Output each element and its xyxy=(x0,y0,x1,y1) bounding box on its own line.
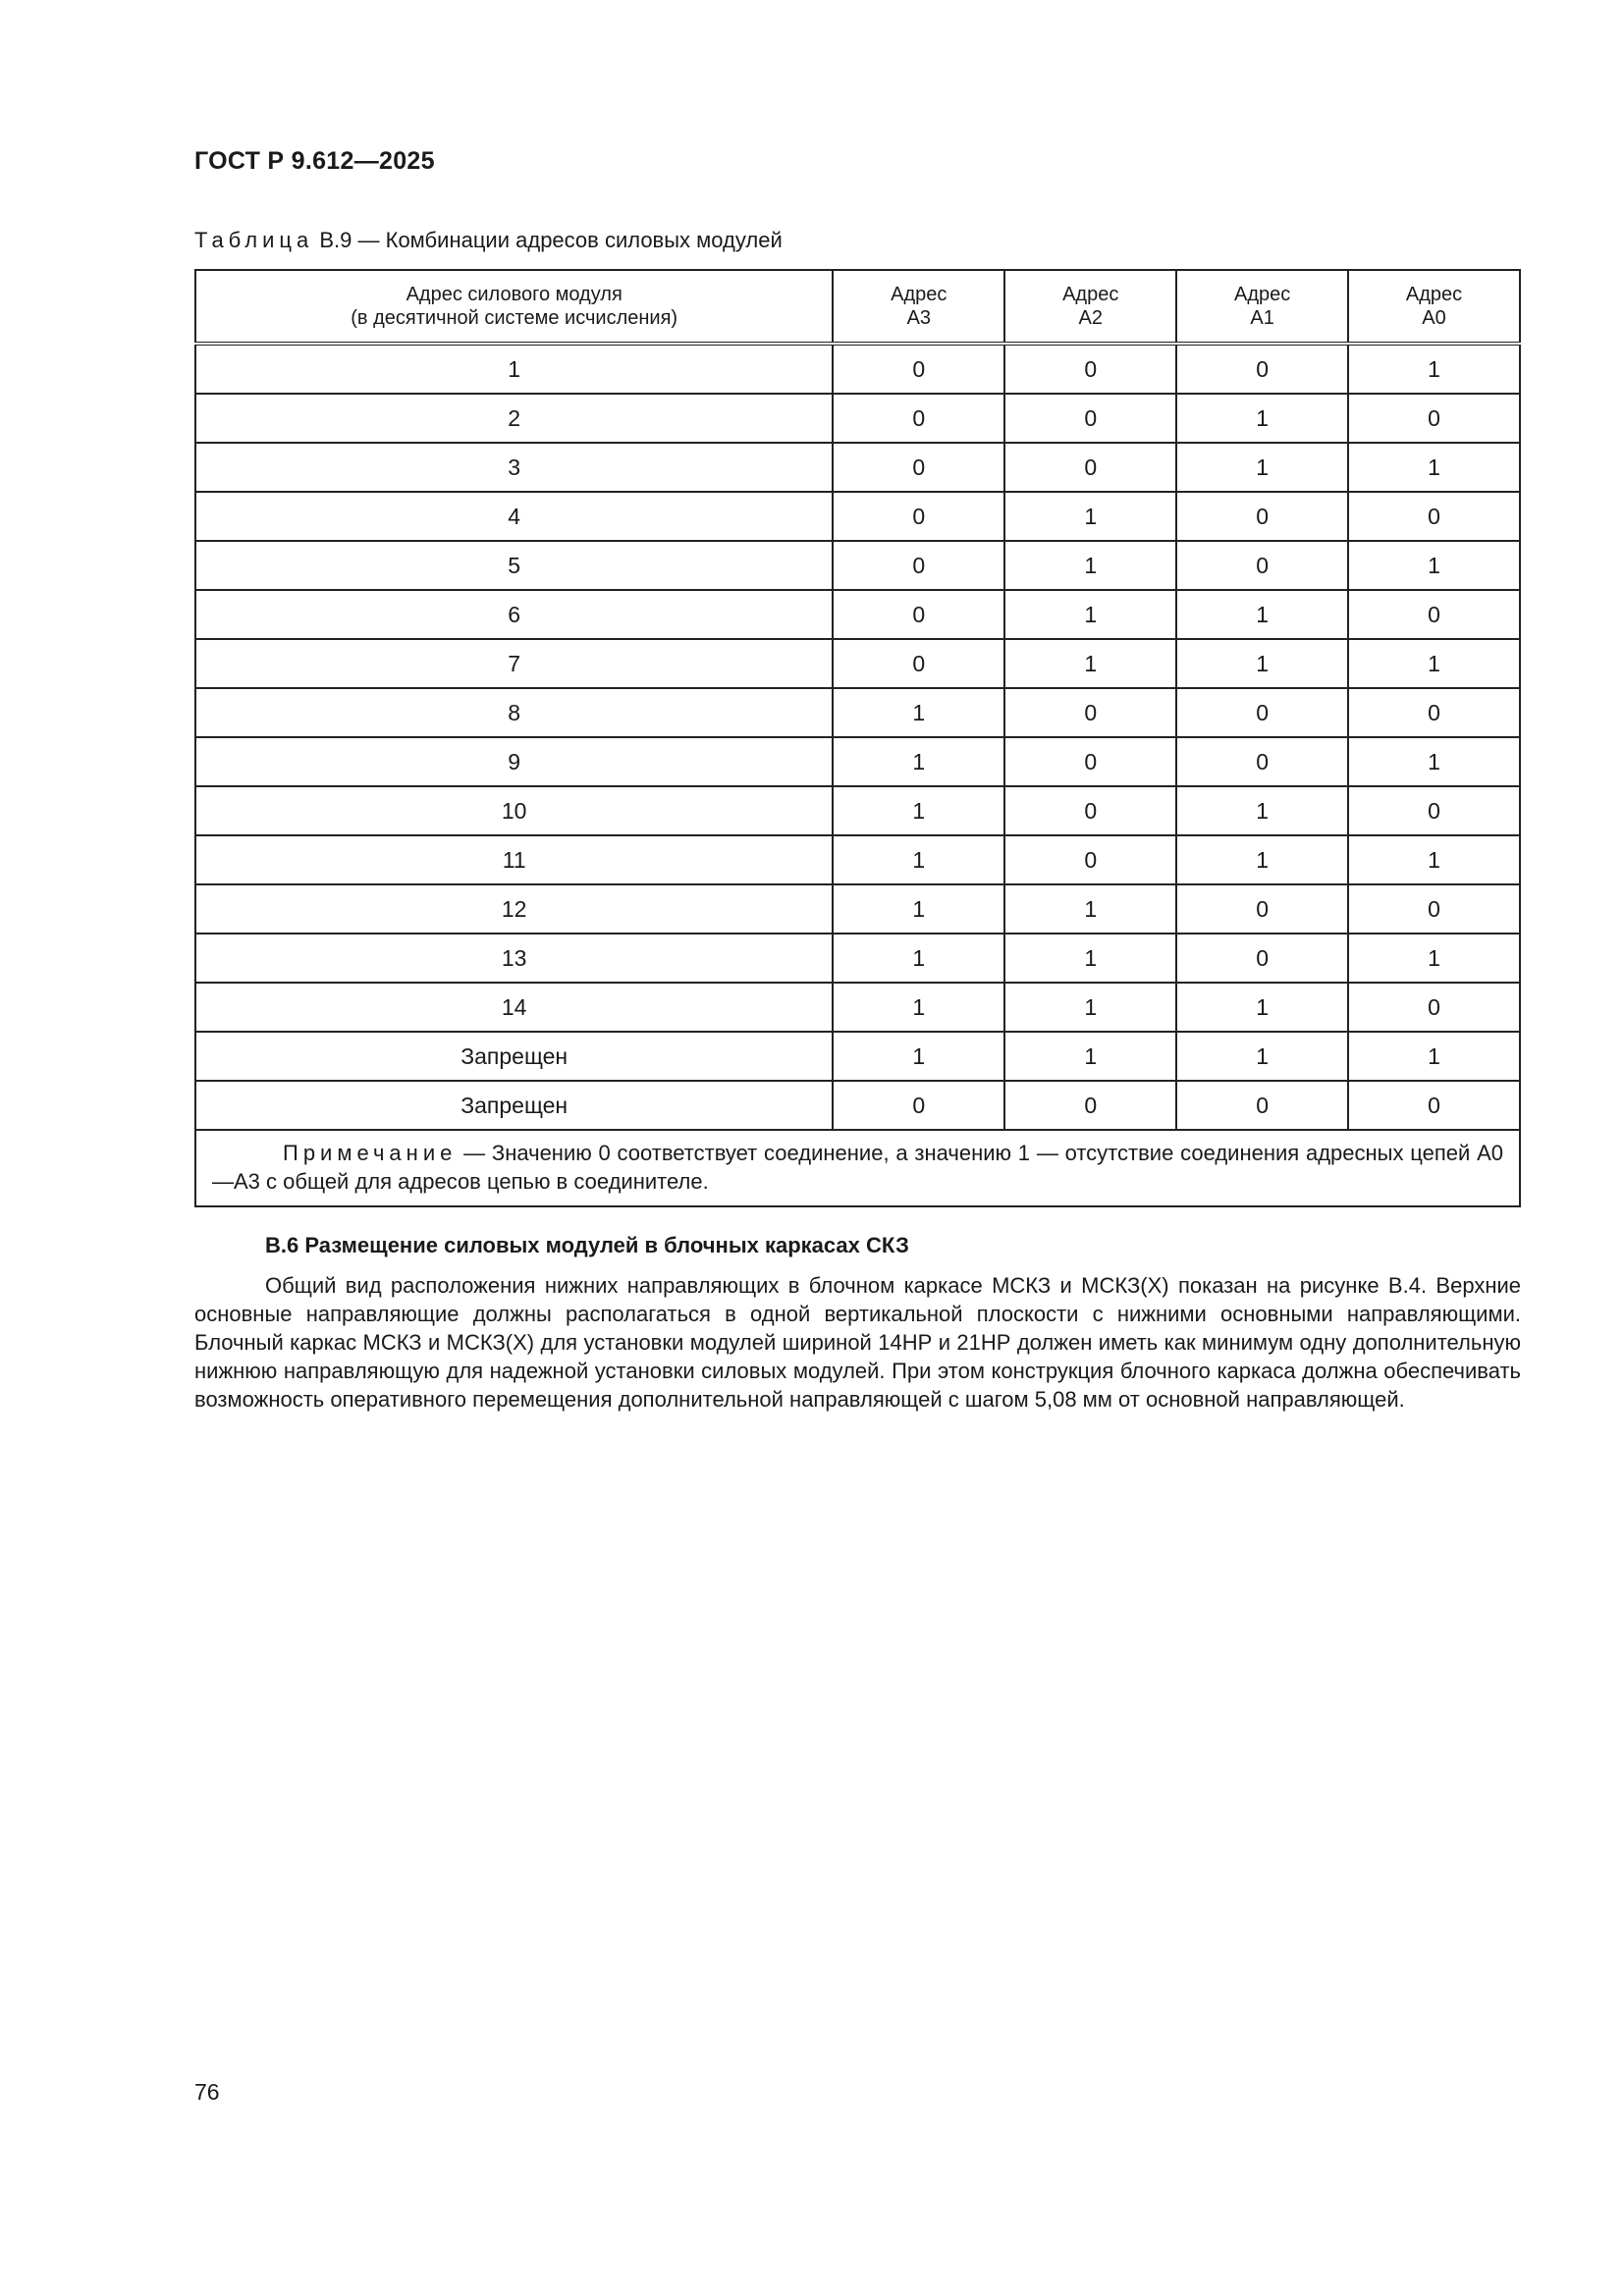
cell-bit: 1 xyxy=(1004,934,1176,983)
cell-bit: 0 xyxy=(833,394,1004,443)
cell-bit: 0 xyxy=(833,344,1004,394)
cell-bit: 1 xyxy=(1176,786,1348,835)
cell-bit: 0 xyxy=(1176,737,1348,786)
cell-bit: 0 xyxy=(1176,492,1348,541)
cell-bit: 0 xyxy=(833,639,1004,688)
cell-bit: 0 xyxy=(1348,983,1520,1032)
cell-module-address: 6 xyxy=(195,590,833,639)
table-caption-text: В.9 — Комбинации адресов силовых модулей xyxy=(313,228,783,252)
table-row xyxy=(195,737,1520,786)
cell-bit: 1 xyxy=(1348,344,1520,394)
note-label: Примечание xyxy=(283,1141,458,1165)
cell-bit: 1 xyxy=(1176,1032,1348,1081)
table-caption xyxy=(194,228,783,253)
cell-bit: 1 xyxy=(1348,1032,1520,1081)
cell-module-address: 7 xyxy=(195,639,833,688)
header-address-3: Адрес А1 xyxy=(1176,270,1348,344)
header-module-address: Адрес силового модуля (в десятичной системе исчисления) xyxy=(195,270,833,344)
table-row xyxy=(195,492,1520,541)
cell-bit: 1 xyxy=(833,835,1004,884)
cell-bit: 1 xyxy=(1004,492,1176,541)
table-row xyxy=(195,688,1520,737)
section-paragraph: Общий вид расположения нижних направляющих в блочном каркасе МСКЗ и МСКЗ(Х) показан на рисунке В.4. Верхние основные направляющие должны располагаться в одной вертикальной плоскости с нижними основными направляющими. Блочный каркас МСКЗ и МСКЗ(Х) для установки модулей шириной 14НР и 21НР должен иметь как минимум одну дополнительную нижнюю направляющую для надежной установки силовых модулей. При этом конструкция блочного каркаса должна обеспечивать возможность оперативного перемещения дополнительной направляющей с шагом 5,08 мм от основной направляющей. xyxy=(194,1273,1521,1412)
cell-bit: 1 xyxy=(833,786,1004,835)
table-row xyxy=(195,541,1520,590)
note-text: — Значению 0 соответствует соединение, а значению 1 — отсутствие соединения адресных цепей А0—А3 с общей для адресов цепью в соединителе. xyxy=(212,1141,1503,1194)
cell-bit: 1 xyxy=(833,1032,1004,1081)
table-row xyxy=(195,835,1520,884)
cell-bit: 1 xyxy=(1004,884,1176,934)
cell-bit: 1 xyxy=(1176,983,1348,1032)
cell-bit: 1 xyxy=(833,688,1004,737)
cell-module-address: 12 xyxy=(195,884,833,934)
table-header-row xyxy=(195,270,1520,344)
cell-bit: 1 xyxy=(1176,639,1348,688)
table-row xyxy=(195,394,1520,443)
cell-module-address: Запрещен xyxy=(195,1081,833,1130)
cell-bit: 0 xyxy=(1176,934,1348,983)
table-row xyxy=(195,590,1520,639)
cell-bit: 0 xyxy=(1004,786,1176,835)
cell-bit: 0 xyxy=(1004,443,1176,492)
cell-bit: 0 xyxy=(833,443,1004,492)
cell-bit: 1 xyxy=(1348,737,1520,786)
header-address-4: Адрес А0 xyxy=(1348,270,1520,344)
cell-bit: 1 xyxy=(1004,639,1176,688)
cell-bit: 0 xyxy=(1348,590,1520,639)
cell-module-address: 11 xyxy=(195,835,833,884)
cell-bit: 1 xyxy=(1176,443,1348,492)
table-note-row xyxy=(195,1130,1520,1206)
cell-bit: 0 xyxy=(833,590,1004,639)
cell-module-address: 4 xyxy=(195,492,833,541)
cell-bit: 0 xyxy=(1176,884,1348,934)
cell-bit: 1 xyxy=(833,983,1004,1032)
cell-bit: 0 xyxy=(1176,1081,1348,1130)
cell-bit: 0 xyxy=(1004,1081,1176,1130)
cell-module-address: 10 xyxy=(195,786,833,835)
cell-bit: 0 xyxy=(1176,688,1348,737)
cell-bit: 0 xyxy=(1348,394,1520,443)
cell-bit: 0 xyxy=(1004,688,1176,737)
cell-bit: 0 xyxy=(1004,737,1176,786)
cell-module-address: 9 xyxy=(195,737,833,786)
table-row xyxy=(195,1081,1520,1130)
cell-module-address: 8 xyxy=(195,688,833,737)
cell-bit: 1 xyxy=(1004,590,1176,639)
cell-module-address: 2 xyxy=(195,394,833,443)
cell-bit: 1 xyxy=(1348,639,1520,688)
cell-module-address: 13 xyxy=(195,934,833,983)
cell-bit: 1 xyxy=(833,884,1004,934)
cell-bit: 1 xyxy=(1348,443,1520,492)
cell-bit: 1 xyxy=(833,737,1004,786)
cell-bit: 1 xyxy=(1004,541,1176,590)
cell-bit: 0 xyxy=(1348,492,1520,541)
cell-bit: 1 xyxy=(1176,590,1348,639)
cell-module-address: 1 xyxy=(195,344,833,394)
section-title: В.6 Размещение силовых модулей в блочных каркасах СКЗ xyxy=(265,1233,909,1257)
cell-bit: 0 xyxy=(1348,1081,1520,1130)
cell-bit: 1 xyxy=(1348,541,1520,590)
cell-bit: 1 xyxy=(1004,1032,1176,1081)
table-row xyxy=(195,443,1520,492)
table-row xyxy=(195,344,1520,394)
cell-bit: 0 xyxy=(1348,688,1520,737)
table-caption-label: Таблица xyxy=(194,228,314,252)
cell-bit: 0 xyxy=(1004,394,1176,443)
header-address-2: Адрес А2 xyxy=(1004,270,1176,344)
page-number: 76 xyxy=(194,2079,220,2105)
cell-bit: 1 xyxy=(1348,835,1520,884)
cell-bit: 1 xyxy=(1176,394,1348,443)
cell-module-address: 5 xyxy=(195,541,833,590)
table-row xyxy=(195,983,1520,1032)
cell-module-address: Запрещен xyxy=(195,1032,833,1081)
table-row xyxy=(195,639,1520,688)
document-header: ГОСТ Р 9.612—2025 xyxy=(194,147,435,175)
cell-module-address: 14 xyxy=(195,983,833,1032)
table-row xyxy=(195,1032,1520,1081)
cell-bit: 0 xyxy=(1176,344,1348,394)
cell-bit: 1 xyxy=(1176,835,1348,884)
cell-bit: 1 xyxy=(1348,934,1520,983)
table-row xyxy=(195,934,1520,983)
cell-bit: 0 xyxy=(833,541,1004,590)
cell-bit: 0 xyxy=(1348,786,1520,835)
table-row xyxy=(195,884,1520,934)
cell-bit: 0 xyxy=(1176,541,1348,590)
cell-bit: 0 xyxy=(833,492,1004,541)
cell-bit: 1 xyxy=(833,934,1004,983)
cell-bit: 0 xyxy=(833,1081,1004,1130)
address-table xyxy=(194,269,1521,1207)
cell-bit: 1 xyxy=(1004,983,1176,1032)
header-address-1: Адрес А3 xyxy=(833,270,1004,344)
cell-bit: 0 xyxy=(1004,344,1176,394)
cell-bit: 0 xyxy=(1348,884,1520,934)
cell-bit: 0 xyxy=(1004,835,1176,884)
table-note xyxy=(195,1130,1520,1206)
table-row xyxy=(195,786,1520,835)
cell-module-address: 3 xyxy=(195,443,833,492)
